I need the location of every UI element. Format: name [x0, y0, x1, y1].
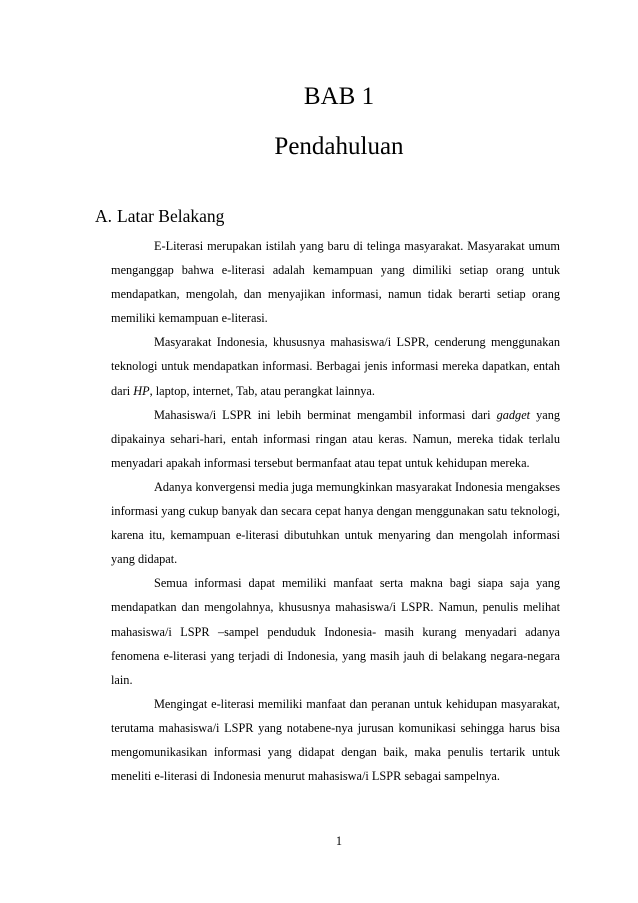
paragraph-italic-text: gadget	[496, 407, 531, 422]
paragraph-text: yang dipakainya sehari-hari, entah informasi ringan atau keras. Namun, mereka tidak terlalu menyadari apakah informasi tersebut bermanfaat atau tepat untuk kehidupan mereka.	[111, 407, 560, 470]
chapter-label: BAB 1	[303, 83, 375, 110]
paragraph: Mengingat e-literasi memiliki manfaat dan peranan untuk kehidupan masyarakat, terutama mahasiswa/i LSPR yang notabene-nya jurusan komunikasi sehingga harus bisa mengomunikasikan informasi yang didapat dengan baik, maka penulis tertarik untuk meneliti e-literasi di Indonesia menurut mahasiswa/i LSPR sebagai sampelnya.	[111, 696, 560, 784]
paragraph-text: Mahasiswa/i LSPR ini lebih berminat mengambil informasi dari	[154, 407, 497, 422]
paragraph: Adanya konvergensi media juga memungkinkan masyarakat Indonesia mengakses informasi yang cukup banyak dan secara cepat hanya dengan menggunakan satu teknologi, karena itu, kemampuan e-literasi dibutuhkan untuk menyaring dan mengolah informasi yang didapat.	[111, 479, 560, 567]
paragraph-italic-text: HP	[133, 383, 150, 398]
paragraph	[111, 403, 560, 475]
chapter-title: Pendahuluan	[274, 133, 404, 160]
paragraph	[111, 330, 560, 402]
paragraph-text: Masyarakat Indonesia, khususnya mahasiswa/i LSPR, cenderung menggunakan teknologi untuk mendapatkan informasi. Berbagai jenis informasi mereka dapatkan, entah dari	[111, 335, 560, 398]
section-number: A.	[95, 206, 113, 226]
body-text	[111, 234, 560, 788]
paragraph: Semua informasi dapat memiliki manfaat serta makna bagi siapa saja yang mendapatkan dan mengolahnya, khususnya mahasiswa/i LSPR. Namun, penulis melihat mahasiswa/i LSPR –sampel penduduk Indonesia- masih kurang menyadari adanya fenomena e-literasi yang terjadi di Indonesia, yang masih jauh di belakang negara-negara lain.	[111, 576, 560, 687]
page-number: 1	[335, 834, 343, 848]
paragraph: E-Literasi merupakan istilah yang baru di telinga masyarakat. Masyarakat umum menganggap bahwa e-literasi adalah kemampuan yang dimiliki setiap orang untuk mendapatkan, mengolah, dan menyajikan informasi, namun tidak berarti setiap orang memiliki kemampuan e-literasi.	[111, 239, 560, 326]
section-heading	[95, 204, 224, 228]
paragraph-text: , laptop, internet, Tab, atau perangkat lainnya.	[149, 383, 375, 398]
section-heading-text: Latar Belakang	[117, 206, 225, 226]
